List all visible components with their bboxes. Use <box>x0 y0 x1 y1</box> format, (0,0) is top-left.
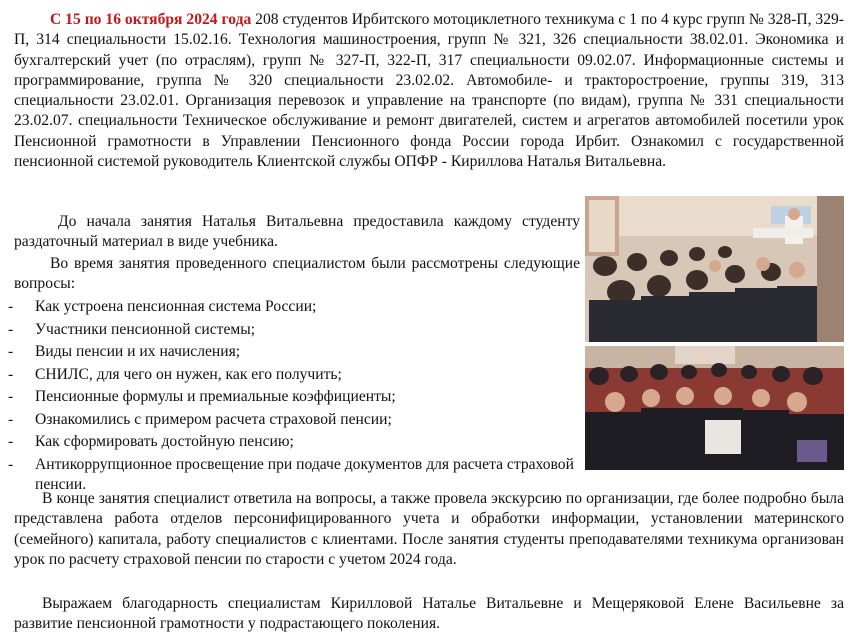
questions-list <box>8 297 580 498</box>
intro-date-lead: С 15 по 16 октября 2024 года <box>50 11 252 28</box>
list-item: - Как устроена пенсионная система России; <box>8 297 580 318</box>
thanks-paragraph: Выражаем благодарность специалистам Кирилловой Наталье Витальевне и Мещеряковой Елене Васильевне за развитие пенсионной грамотности у подрастающего поколения. <box>14 595 844 633</box>
intro-paragraph <box>14 10 844 172</box>
bullet-dash: - <box>8 455 14 473</box>
bullet-dash: - <box>8 388 14 405</box>
bullet-dash: - <box>8 365 14 383</box>
conclusion-paragraph: В конце занятия специалист ответила на вопросы, а также провела экскурсию по организации, где более подробно была представлена работа отделов персонифицированного учета и обработки информации, установлении материнского (семейного) капитала, работу специалистов с клиентами. После занятия студенты преподавателями техникума организован урок по расчету страховой пенсии по старости с учетом 2024 года. <box>14 490 844 568</box>
list-item: - Антикоррупционное просвещение при подаче документов для расчета страховой пенсии. <box>8 455 574 493</box>
list-item: - СНИЛС, для чего он нужен, как его получить; <box>8 365 580 386</box>
questions-intro-paragraph: Во время занятия проведенного специалистом были рассмотрены следующие вопросы: <box>14 255 580 293</box>
list-item: - Как сформировать достойную пенсию; <box>8 432 580 453</box>
handout-paragraph: До начала занятия Наталья Витальевна предоставила каждому студенту раздаточный материал в виде учебника. <box>14 213 580 251</box>
list-item: - Виды пенсии и их начисления; <box>8 342 580 363</box>
bullet-dash: - <box>8 320 14 338</box>
classroom-photo-1 <box>585 196 844 342</box>
bullet-dash: - <box>8 410 14 428</box>
bullet-dash: - <box>8 433 14 450</box>
classroom-photo-2-image <box>585 346 844 470</box>
classroom-photo-2 <box>585 346 844 470</box>
list-item: - Участники пенсионной системы; <box>8 320 580 341</box>
intro-text: 208 студентов Ирбитского мотоциклетного техникума с 1 по 4 курс групп № 328-П, 329-П, 314 специальности 15.02.16. Технология машиностроения, групп № 321, 326 специальности 38.02.01. Экономика и бухгалтерский учет (по отраслям), групп № 327-П, 322-П, 317 специальности 09.02.07. Информационные системы и программирование, группа № 320 специальности 23.02.02. Автомобиле- и тракторостроение, группы 319, 313 специальности 23.02.01. Организация перевозок и управление на транспорте (по видам), группа № 331 специальности 23.02.07. специальности Техническое обслуживание и ремонт двигателей, систем и агрегатов автомобилей посетили урок Пенсионной грамотности в Управлении Пенсионного фонда России города Ирбит. Ознакомил с государственной пенсионной системой руководитель Клиентской службы ОПФР - Кириллова Наталья Витальевна. <box>14 11 844 171</box>
classroom-photo-1-image <box>585 196 844 342</box>
bullet-dash: - <box>8 298 14 315</box>
list-item: - Ознакомились с примером расчета страховой пенсии; <box>8 410 580 431</box>
bullet-dash: - <box>8 343 14 360</box>
list-item: - Пенсионные формулы и премиальные коэффициенты; <box>8 387 580 408</box>
